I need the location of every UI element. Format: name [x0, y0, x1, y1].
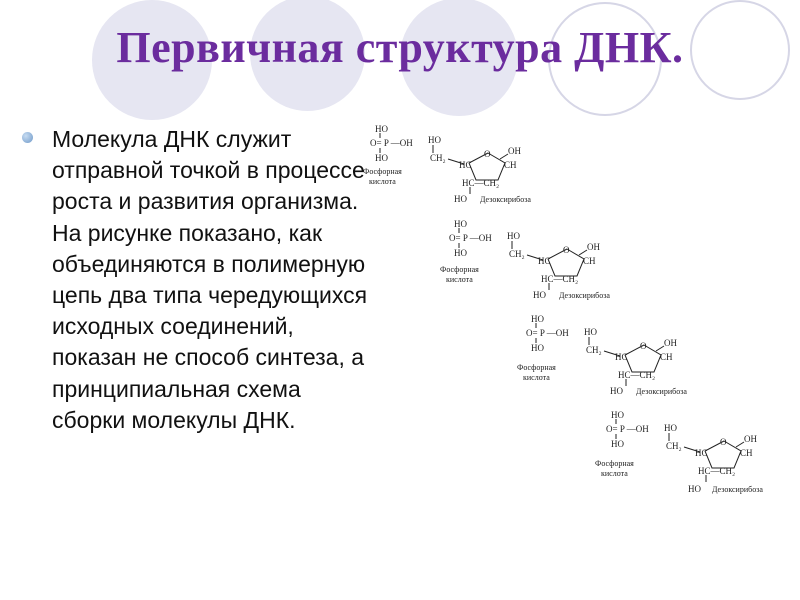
label-ho-foot: HO	[688, 484, 701, 494]
label-ch-right: CH	[504, 160, 517, 170]
label-ho-top: HO	[531, 314, 544, 324]
nucleotide-unit	[363, 124, 531, 204]
nucleotide-unit	[440, 219, 610, 300]
label-ch-right: CH	[660, 352, 673, 362]
label-ho-foot: HO	[533, 290, 546, 300]
label-hc-ch2: HC—CH₂	[541, 274, 579, 284]
label-hc-left: HC	[459, 160, 472, 170]
label-phosphoric-acid: Фосфорная	[517, 363, 556, 372]
label-ho-bottom: HO	[531, 343, 544, 353]
label-phosphoric-acid: Фосфорная	[363, 167, 402, 176]
bond-line	[736, 442, 744, 447]
label-phosphoric-acid: Фосфорная	[440, 265, 479, 274]
label-hc-ch2: HC—CH₂	[462, 178, 500, 188]
label-hc-left: HC	[538, 256, 551, 266]
label-ring-oh: OH	[664, 338, 677, 348]
bond-line	[500, 154, 508, 159]
label-ring-o: O	[484, 149, 491, 159]
label-hc-left: HC	[615, 352, 628, 362]
label-deoxyribose: Дезоксирибоза	[712, 485, 763, 494]
label-hc-left: HC	[695, 448, 708, 458]
label-ho-left: HO	[664, 423, 677, 433]
label-acid: кислота	[369, 177, 396, 186]
label-ho-left: HO	[507, 231, 520, 241]
label-ho-top: HO	[375, 124, 388, 134]
body-paragraph: Молекула ДНК служит отправной точкой в процессе роста и развития организма. На рисунке показано, как объединяются в полимерную цепь два типа чередующихся исходных соединений, показан не способ синтеза, а принципиальная схема сборки молекулы ДНК.	[52, 126, 368, 433]
nucleotide-unit	[517, 314, 687, 396]
label-acid: кислота	[523, 373, 550, 382]
label-ho-foot: HO	[454, 194, 467, 204]
label-ch-right: CH	[583, 256, 596, 266]
label-ho-top: HO	[611, 410, 624, 420]
label-ho-left: HO	[584, 327, 597, 337]
label-ch2: CH₂	[586, 345, 602, 355]
label-acid: кислота	[446, 275, 473, 284]
label-phosphate: O= P —OH	[449, 233, 492, 243]
label-ring-o: O	[563, 245, 570, 255]
label-phosphate: O= P —OH	[526, 328, 569, 338]
label-hc-ch2: HC—CH₂	[618, 370, 656, 380]
label-hc-ch2: HC—CH₂	[698, 466, 736, 476]
label-ring-o: O	[720, 437, 727, 447]
bond-line	[579, 250, 587, 255]
nucleotide-unit	[595, 410, 763, 494]
label-phosphoric-acid: Фосфорная	[595, 459, 634, 468]
label-deoxyribose: Дезоксирибоза	[636, 387, 687, 396]
label-ho-bottom: HO	[454, 248, 467, 258]
label-ho-bottom: HO	[611, 439, 624, 449]
label-deoxyribose: Дезоксирибоза	[480, 195, 531, 204]
bond-line	[656, 346, 664, 351]
label-ho-foot: HO	[610, 386, 623, 396]
label-ch2: CH₂	[430, 153, 446, 163]
label-ring-oh: OH	[744, 434, 757, 444]
label-deoxyribose: Дезоксирибоза	[559, 291, 610, 300]
label-ch2: CH₂	[666, 441, 682, 451]
label-ring-oh: OH	[508, 146, 521, 156]
label-ho-left: HO	[428, 135, 441, 145]
label-ho-top: HO	[454, 219, 467, 229]
label-phosphate: O= P —OH	[370, 138, 413, 148]
label-ring-oh: OH	[587, 242, 600, 252]
label-ring-o: O	[640, 341, 647, 351]
label-ch-right: CH	[740, 448, 753, 458]
slide-title: Первичная структура ДНК.	[116, 23, 684, 72]
label-acid: кислота	[601, 469, 628, 478]
label-ho-bottom: HO	[375, 153, 388, 163]
label-phosphate: O= P —OH	[606, 424, 649, 434]
label-ch2: CH₂	[509, 249, 525, 259]
